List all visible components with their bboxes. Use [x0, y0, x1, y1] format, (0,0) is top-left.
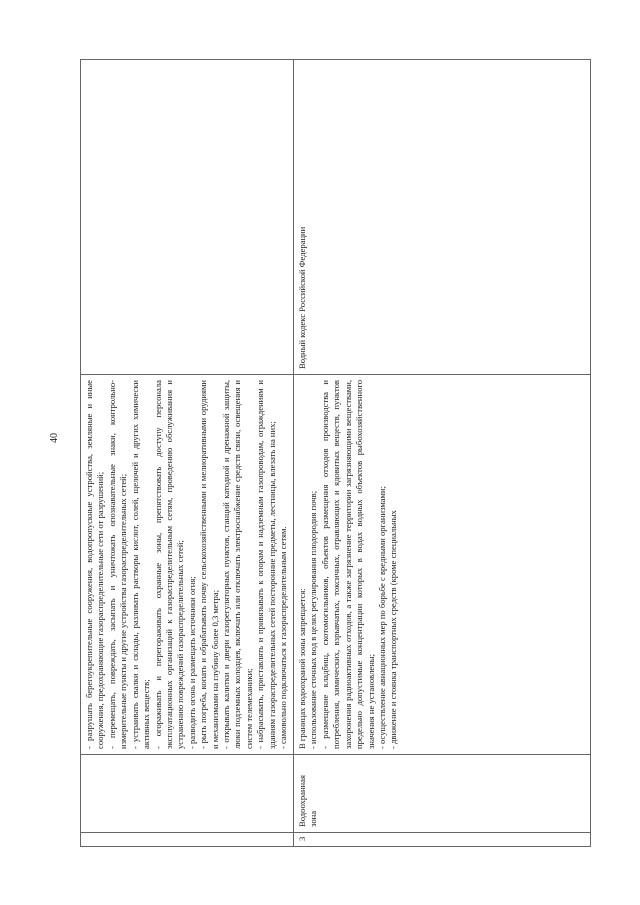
restriction-item: - осуществление авиационных мер по борьбе с вредными организмами; — [376, 486, 387, 749]
row-number-cell — [81, 833, 294, 847]
restriction-item: - разрушать берегоукрепительные сооружения, водопропускные устройства, земляные и иные сооружения, предохраняющие газораспределительные сети от разрушений; — [84, 380, 106, 749]
restriction-item: - разводить огонь и размещать источники огня; — [186, 576, 197, 749]
zone-name-cell — [81, 755, 294, 833]
restriction-item: - перемещать, повреждать, засыпать и уничтожать опознавательные знаки, контрольно-измерительные пункты и другие устройства газораспределительных сетей; — [106, 380, 129, 749]
restriction-item: - устраивать свалки и склады, разливать растворы кислот, солей, щелочей и других химически активных веществ; — [129, 380, 152, 749]
restrictions-cell — [294, 375, 591, 755]
restriction-item: - огораживать и перегораживать охранные зоны, препятствовать доступу персонала эксплуатационных организаций к газораспределительным сетям, проведению обслуживания и устранению повреждений газораспределительных сетей; — [152, 380, 186, 749]
legal-basis-cell: Водный кодекс Российской Федерации — [294, 60, 591, 375]
restriction-item: - открывать калитки и двери газорегуляторных пунктов, станций катодной и дренажной защиты, люки подземных колодцев, включать или отключать электроснабжение средств связи, освещения и систем телемеханики; — [221, 380, 254, 749]
row-number-cell: 3 — [294, 833, 591, 847]
legal-basis-cell — [81, 60, 294, 375]
restriction-item: - набрасывать, приставлять и привязывать к опорам и надземным газопроводам, ограждениям и зданиям газораспределительных сетей посторонние предметы, лестницы, влезать на них; — [255, 380, 277, 749]
table-row — [81, 60, 294, 847]
restriction-item: - размещение кладбищ, скотомогильников, объектов размещения отходов производства и потребления, химических, взрывчатых, токсичных, отравляющих и ядовитых веществ, пунктов захоронения радиоактивных отходов, а также загрязнение территории загрязняющими веществами, предельно допустимые концентрации которых в водах водных объектов рыбохозяйственного значения не установлены; — [319, 380, 376, 749]
restriction-item: - самовольно подключаться к газораспределительным сетям. — [278, 526, 289, 749]
table-row — [294, 60, 591, 847]
restriction-item: - рыть погреба, копать и обрабатывать почву сельскохозяйственными и мелиоративными орудиями и механизмами на глубину более 0,3 метра; — [198, 380, 220, 749]
restrictions-table — [80, 59, 591, 847]
restriction-item: - использование сточных вод в целях регулирования плодородия почв; — [308, 490, 319, 749]
restrictions-cell — [81, 375, 294, 755]
page-number: 40 — [49, 433, 60, 443]
restriction-heading: В границах водоохраной зоны запрещается: — [297, 588, 307, 749]
zone-name-cell: Водоохранная зона — [294, 755, 591, 833]
restriction-item: - движение и стоянка транспортных средств (кроме специальных — [388, 510, 399, 749]
